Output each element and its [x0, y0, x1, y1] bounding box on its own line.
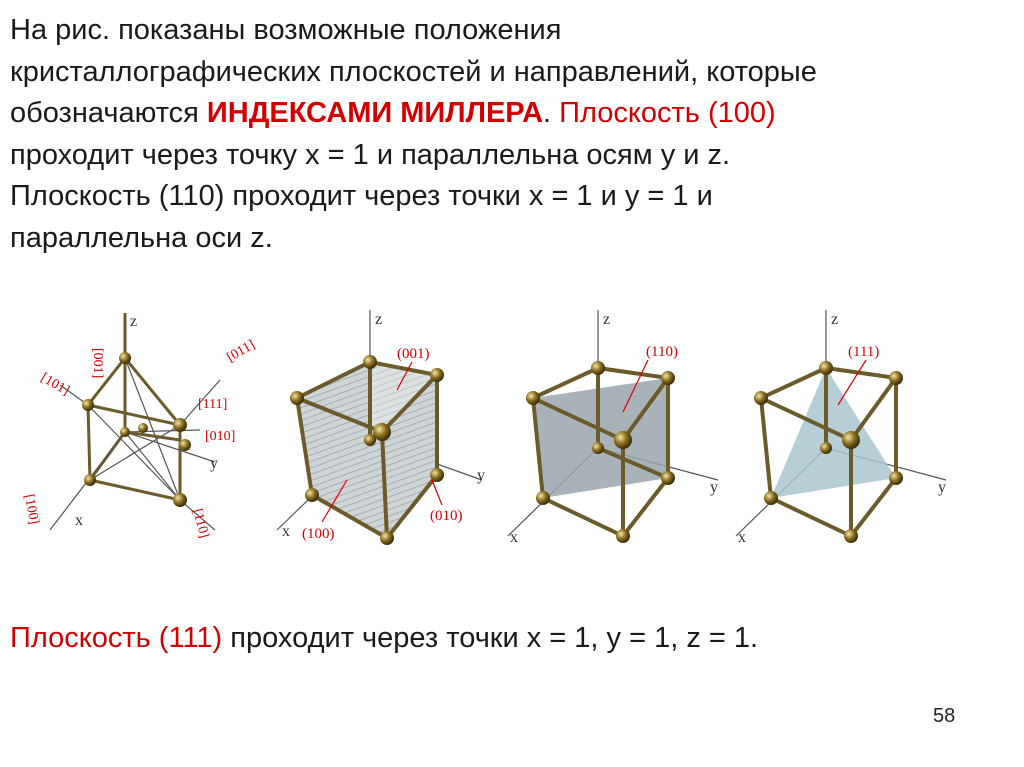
line-1: На рис. показаны возможные положения [10, 14, 562, 46]
intro-paragraph [10, 10, 1010, 259]
fig1-dir-101: [101] [38, 370, 72, 399]
fig4-axis-y: y [938, 479, 946, 496]
figure-directions-cube [21, 300, 270, 560]
fig1-dir-010: [010] [205, 429, 236, 444]
line-3-pre: обозначаются [10, 97, 207, 129]
fig1-axis-x: x [75, 512, 83, 529]
fig2-axis-x: x [282, 523, 290, 540]
bottom-rest: проходит через точки x = 1, y = 1, z = 1. [222, 622, 759, 654]
figure-planes-100-010-001 [262, 300, 502, 560]
fig1-dir-111: [111] [198, 397, 228, 412]
fig2-axis-y: y [477, 467, 485, 484]
line-3 [10, 93, 1010, 135]
bottom-sentence [10, 622, 758, 655]
fig1-axis-z: z [130, 313, 138, 330]
fig2-plane-001: (001) [397, 346, 430, 362]
fig2-plane-100: (100) [302, 526, 335, 542]
line-6: параллельна оси z. [10, 221, 273, 254]
fig4-axis-x: x [738, 529, 746, 546]
fig1-dir-100: [100] [21, 493, 42, 526]
figure-plane-110 [498, 300, 738, 560]
line-2: кристаллографических плоскостей и направлений, которые [10, 55, 817, 88]
fig2-plane-010: (010) [430, 508, 463, 524]
miller-indices-term: ИНДЕКСАМИ МИЛЛЕРА [206, 97, 544, 129]
fig3-axis-x: x [510, 529, 518, 546]
plane-111-label: Плоскость (111) [10, 622, 223, 654]
fig4-plane-111: (111) [848, 344, 880, 360]
plane-100-label: Плоскость (100) [559, 97, 776, 129]
fig3-axis-z: z [603, 311, 611, 328]
line-3-dot: . [543, 97, 552, 129]
fig3-plane-110: (110) [646, 344, 678, 360]
line-5: Плоскость (110) проходит через точки x = 1 и y = 1 и [10, 180, 713, 212]
line-4: проходит через точку x = 1 и параллельна осям y и z. [10, 138, 731, 171]
fig1-dir-001: [001] [90, 348, 105, 379]
fig1-axis-y: y [210, 455, 218, 472]
fig2-axis-z: z [375, 311, 383, 328]
fig3-axis-y: y [710, 479, 718, 496]
fig4-axis-z: z [831, 311, 839, 328]
page-number: 58 [933, 705, 956, 727]
figure-plane-111 [726, 300, 966, 560]
fig1-dir-110: [110] [189, 507, 212, 540]
fig1-dir-011: [011] [224, 337, 258, 366]
